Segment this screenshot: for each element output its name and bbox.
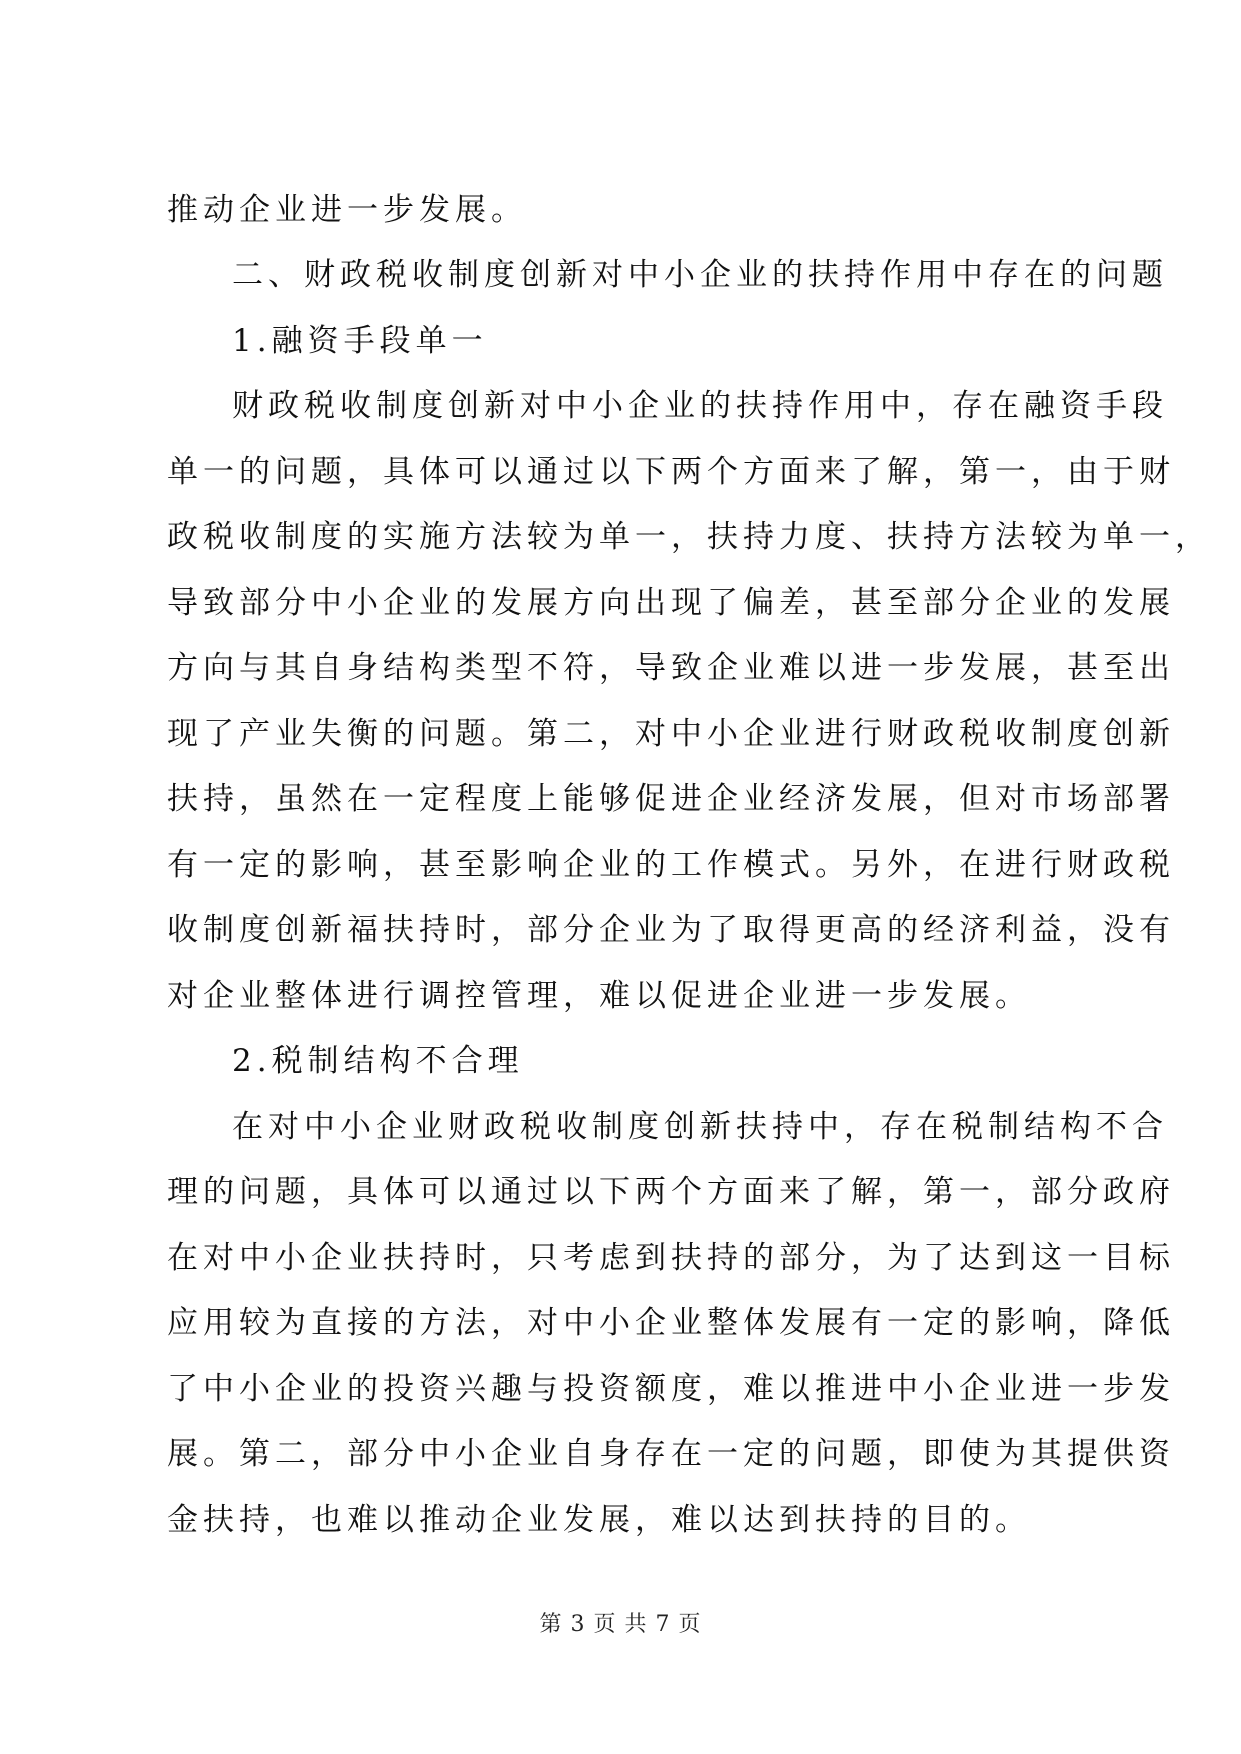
paragraph-line: 方向与其自身结构类型不符，导致企业难以进一步发展，甚至出	[167, 650, 1175, 686]
paragraph-line: 应用较为直接的方法，对中小企业整体发展有一定的影响，降低	[167, 1305, 1175, 1341]
paragraph-line: 导致部分中小企业的发展方向出现了偏差，甚至部分企业的发展	[167, 585, 1175, 621]
paragraph-line-continuation: 推动企业进一步发展。	[167, 192, 527, 228]
paragraph-line-last: 对企业整体进行调控管理，难以促进企业进一步发展。	[167, 978, 1031, 1014]
paragraph-line: 理的问题，具体可以通过以下两个方面来了解，第一，部分政府	[167, 1174, 1175, 1210]
subsection-heading-financing: 1.融资手段单一	[232, 323, 488, 359]
paragraph-line: 扶持，虽然在一定程度上能够促进企业经济发展，但对市场部署	[167, 781, 1175, 817]
section-heading: 二、财政税收制度创新对中小企业的扶持作用中存在的问题	[232, 257, 1168, 293]
paragraph-line: 收制度创新福扶持时，部分企业为了取得更高的经济利益，没有	[167, 912, 1175, 948]
paragraph-line: 了中小企业的投资兴趣与投资额度，难以推进中小企业进一步发	[167, 1371, 1175, 1407]
paragraph-line: 在对中小企业扶持时，只考虑到扶持的部分，为了达到这一目标	[167, 1240, 1175, 1276]
subsection-heading-tax-structure: 2.税制结构不合理	[232, 1043, 524, 1079]
paragraph-line: 财政税收制度创新对中小企业的扶持作用中，存在融资手段	[232, 388, 1168, 424]
paragraph-line: 单一的问题，具体可以通过以下两个方面来了解，第一，由于财	[167, 454, 1175, 490]
paragraph-line-last: 金扶持，也难以推动企业发展，难以达到扶持的目的。	[167, 1502, 1031, 1538]
paragraph-line: 展。第二，部分中小企业自身存在一定的问题，即使为其提供资	[167, 1436, 1175, 1472]
page-number-footer: 第 3 页 共 7 页	[539, 1612, 702, 1637]
paragraph-line: 现了产业失衡的问题。第二，对中小企业进行财政税收制度创新	[167, 716, 1175, 752]
paragraph-line: 在对中小企业财政税收制度创新扶持中，存在税制结构不合	[232, 1109, 1168, 1145]
paragraph-line: 有一定的影响，甚至影响企业的工作模式。另外，在进行财政税	[167, 847, 1175, 883]
paragraph-line: 政税收制度的实施方法较为单一，扶持力度、扶持方法较为单一，	[167, 519, 1211, 555]
